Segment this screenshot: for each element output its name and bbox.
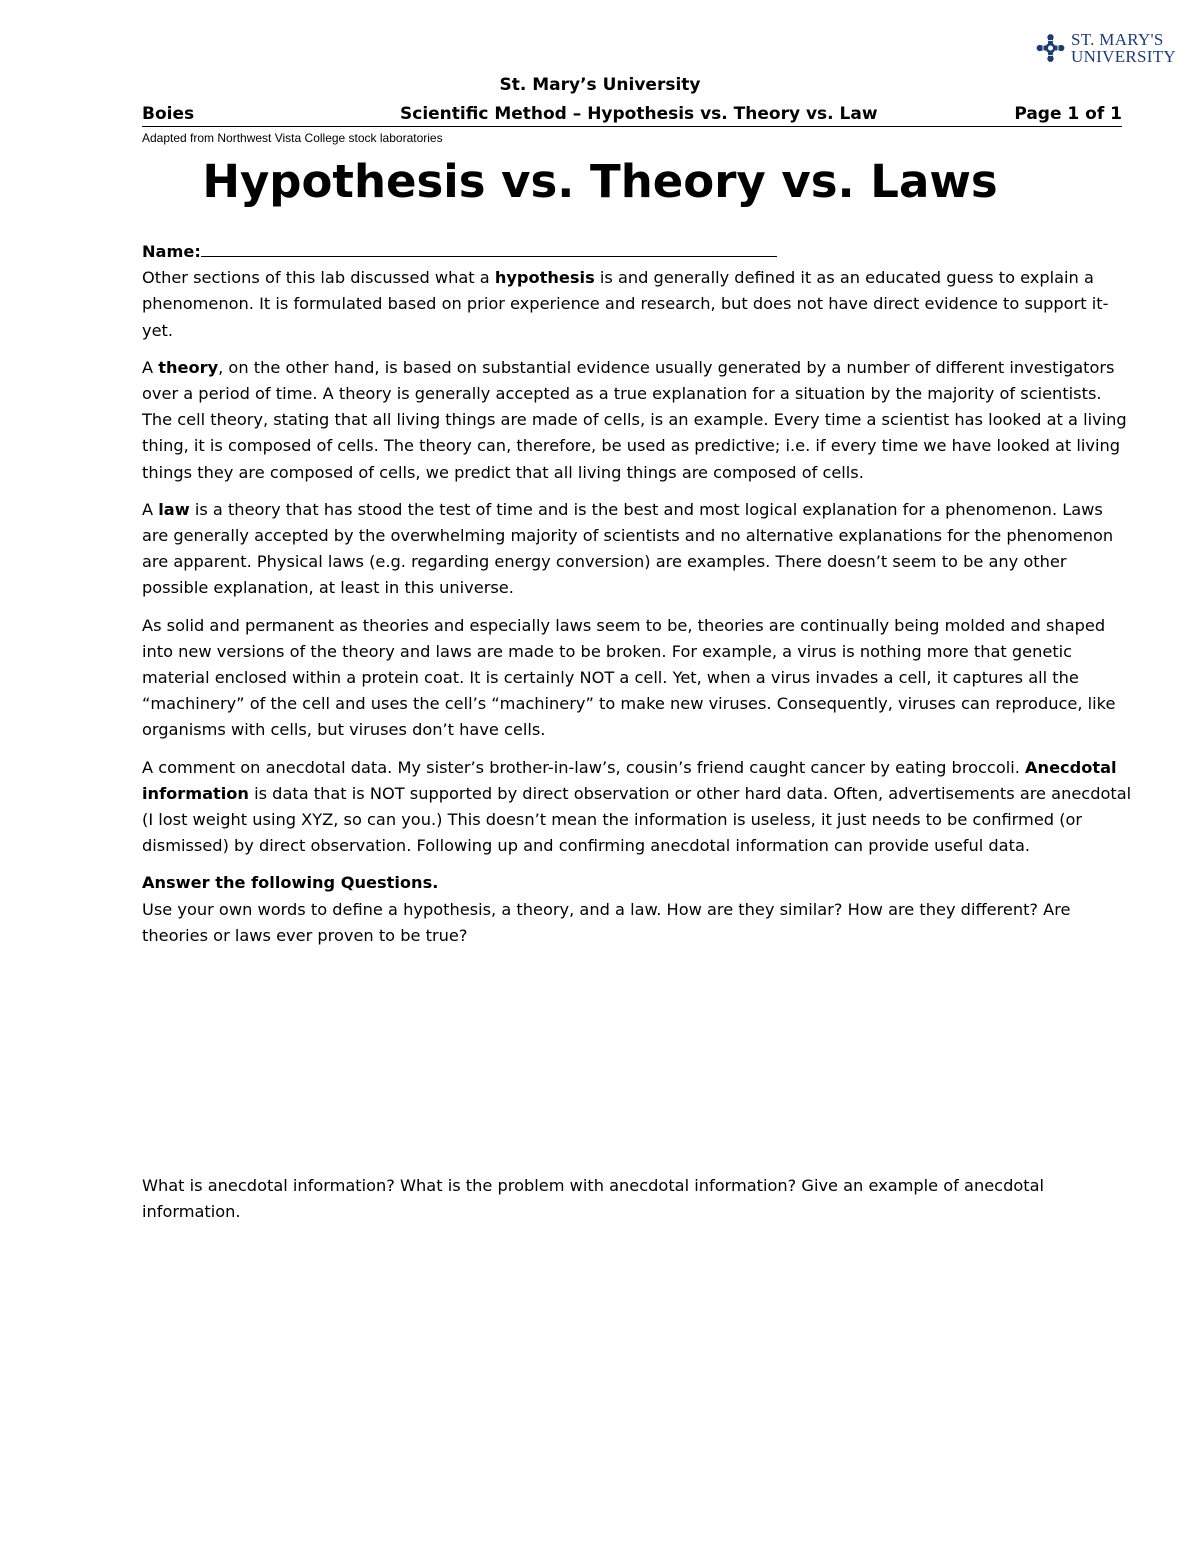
- header-page-number: Page 1 of 1: [1014, 104, 1122, 124]
- logo-line-1: ST. MARY'S: [1071, 30, 1164, 49]
- paragraph-theory: [142, 355, 1132, 486]
- question-1: Use your own words to define a hypothesis, a theory, and a law. How are they similar? How are they different? Are theories or laws ever proven to be true?: [142, 899, 1071, 945]
- name-field: [142, 238, 1132, 265]
- header-course: Scientific Method – Hypothesis vs. Theory vs. Law: [400, 104, 878, 124]
- document-body: [142, 238, 1132, 949]
- header-row: [142, 102, 1122, 127]
- name-label: Name:: [142, 242, 201, 261]
- text-run: is data that is NOT supported by direct observation or other hard data. Often, advertisements are anecdotal (I lost weight using XYZ, so can you.) This doesn’t mean the information is useless, it just needs to be confirmed (or dismissed) by direct observation. Following up and confirming anecdotal information can provide useful data.: [142, 783, 1132, 856]
- name-blank-line[interactable]: [201, 238, 777, 257]
- text-run: is a theory that has stood the test of time and is the best and most logical explanation for a phenomenon. Laws are generally accepted by the overwhelming majority of scientists and no alternative explanations for the phenomenon are apparent. Physical laws (e.g. regarding energy conversion) are examples. There doesn’t seem to be any other possible explanation, at least in this universe.: [142, 499, 1114, 598]
- paragraph-anecdotal: [142, 755, 1132, 860]
- paragraph-law: [142, 497, 1132, 602]
- page-title: Hypothesis vs. Theory vs. Laws: [202, 155, 998, 208]
- paragraph-hypothesis: [142, 265, 1132, 344]
- text-run: , on the other hand, is based on substantial evidence usually generated by a number of different investigators over a period of time. A theory is generally accepted as a true explanation for a situation by the majority of scientists. The cell theory, stating that all living things are made of cells, is an example. Every time a scientist has looked at a living thing, it is composed of cells. The theory can, therefore, be used as predictive; i.e. if every time we have looked at living things they are composed of cells, we predict that all living things are composed of cells.: [142, 357, 1127, 482]
- text-run: A: [142, 499, 159, 519]
- question-2: What is anecdotal information? What is the problem with anecdotal information? Give an example of anecdotal information.: [142, 1176, 1045, 1222]
- adapted-from-note: Adapted from Northwest Vista College stock laboratories: [142, 131, 443, 145]
- header-university: St. Mary’s University: [499, 75, 701, 95]
- logo-wordmark: [1071, 31, 1176, 65]
- term-theory: theory: [158, 357, 219, 377]
- questions-heading-text: Answer the following Questions.: [142, 873, 439, 893]
- term-hypothesis: hypothesis: [494, 268, 595, 288]
- question-2-block: [142, 1173, 1132, 1225]
- header-author: Boies: [142, 104, 195, 124]
- paragraph-virus: As solid and permanent as theories and especially laws seem to be, theories are continually being molded and shaped into new versions of the theory and laws are made to be broken. For example, a virus is nothing more that genetic material enclosed within a protein coat. It is certainly NOT a cell. Yet, when a virus invades a cell, it captures all the “machinery” of the cell and uses the cell’s “machinery” to make new viruses. Consequently, viruses can reproduce, like organisms with cells, but viruses don’t have cells.: [142, 615, 1116, 740]
- text-run: Other sections of this lab discussed what a: [142, 268, 495, 288]
- university-logo: [1036, 22, 1176, 74]
- logo-line-2: UNIVERSITY: [1071, 47, 1176, 66]
- questions-heading: [142, 870, 1132, 896]
- crest-icon: [1036, 25, 1065, 71]
- term-anecdotal-information: Anecdotal information: [142, 757, 1117, 803]
- text-run: is and generally defined it as an educated guess to explain a phenomenon. It is formulated based on prior experience and research, but does not have direct evidence to support it- yet.: [142, 268, 1109, 340]
- text-run: A comment on anecdotal data. My sister’s brother-in-law’s, cousin’s friend caught cancer by eating broccoli.: [142, 757, 1026, 777]
- text-run: A: [142, 357, 159, 377]
- term-law: law: [158, 499, 190, 519]
